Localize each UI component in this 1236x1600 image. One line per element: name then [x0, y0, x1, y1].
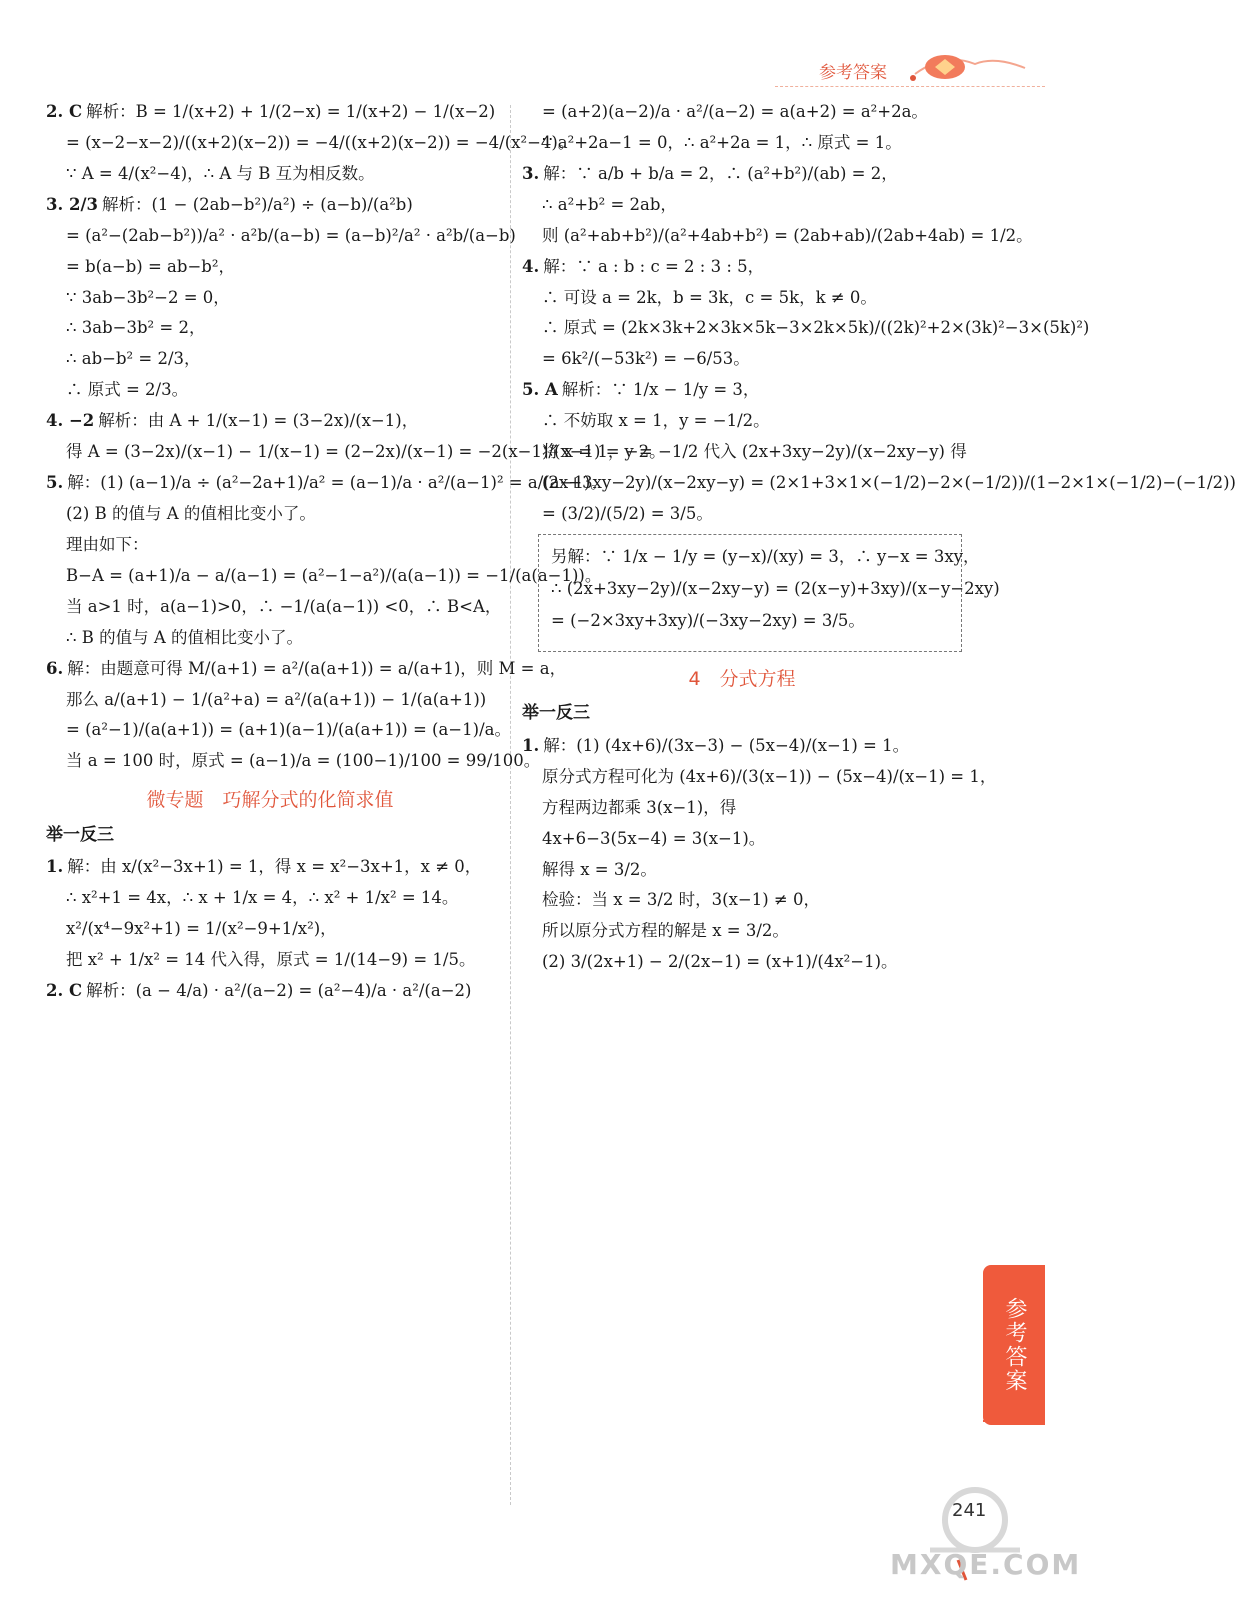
answer-text: 当 a = 100 时，原式 = (a−1)/a = (100−1)/100 = 99/100。	[66, 751, 541, 771]
header-rule	[775, 86, 1045, 87]
page-number: 241	[952, 1500, 987, 1521]
answer-text: 解析：由 A + 1/(x−1) = (3−2x)/(x−1)，	[98, 411, 419, 431]
answer-line	[46, 657, 567, 681]
answer-text: (2) 3/(2x+1) − 2/(2x−1) = (x+1)/(4x²−1)。	[542, 952, 898, 972]
answer-line	[522, 162, 962, 186]
answer-line	[522, 888, 962, 912]
answer-text: 则 (a²+ab+b²)/(a²+4ab+b²) = (2ab+ab)/(2ab+4ab) = 1/2。	[542, 225, 1033, 245]
answer-text: (2) B 的值与 A 的值相比变小了。	[66, 503, 316, 523]
answer-text: 解析：(1 − (2ab−b²)/a²) ÷ (a−b)/(a²b)	[101, 194, 413, 214]
alt-solution-line: = (−2×3xy+3xy)/(−3xy−2xy) = 3/5。	[551, 610, 865, 630]
answer-line	[46, 749, 541, 773]
alt-solution-line: ∴ (2x+3xy−2y)/(x−2xy−y) = (2(x−y)+3xy)/(x−y−2xy)	[551, 578, 1000, 598]
alt-solution-line: 另解：∵ 1/x − 1/y = (y−x)/(xy) = 3，∴ y−x = 3xy，	[551, 546, 980, 566]
question-number: 5. A	[522, 380, 558, 400]
answer-line	[46, 595, 502, 619]
question-number: 3.	[522, 163, 540, 183]
answer-text: 解：(1) (a−1)/a ÷ (a²−2a+1)/a² = (a−1)/a · a²/(a−1)² = a/(a−1)。	[67, 473, 607, 493]
answer-line	[46, 193, 494, 217]
answer-text: 解：由 x/(x²−3x+1) = 1，得 x = x²−3x+1，x ≠ 0，	[67, 857, 482, 877]
answer-line	[46, 378, 494, 402]
answer-text: ∴ 可设 a = 2k，b = 3k，c = 5k，k ≠ 0。	[542, 287, 877, 307]
answer-text: ∴ 3ab−3b² = 2，	[66, 318, 206, 338]
answer-line	[46, 286, 494, 310]
answer-line	[46, 347, 494, 371]
question-number: 6.	[46, 658, 64, 678]
answer-text: 解：∵ a/b + b/a = 2，∴ (a²+b²)/(ab) = 2，	[543, 163, 898, 183]
answer-text: ∵ A = 4/(x²−4)，∴ A 与 B 互为相反数。	[66, 163, 375, 183]
answer-line	[522, 765, 997, 789]
answer-text: 当 a>1 时，a(a−1)>0，∴ −1/(a(a−1)) <0，∴ B<A，	[66, 596, 502, 616]
answer-line	[522, 193, 962, 217]
column-divider	[510, 105, 511, 1505]
answer-text: ∴ x²+1 = 4x，∴ x + 1/x = 4，∴ x² + 1/x² = 14。	[66, 888, 459, 908]
answer-text: 解得 x = 3/2。	[542, 859, 657, 879]
answer-line	[46, 688, 494, 712]
question-number: 2. C	[46, 102, 83, 121]
answer-line	[46, 255, 494, 279]
answer-line	[46, 917, 494, 941]
logo-icon	[905, 50, 1035, 84]
answer-text: = 6k²/(−53k²) = −6/53。	[542, 349, 750, 369]
answer-text: 解：(1) (4x+6)/(3x−3) − (5x−4)/(x−1) = 1。	[543, 735, 910, 755]
answer-text: 理由如下：	[66, 534, 149, 554]
answer-text: 得 A = (3−2x)/(x−1) − 1/(x−1) = (2−2x)/(x−1) = −2(x−1)/(x−1) = −2。	[66, 442, 666, 462]
answer-line	[46, 224, 516, 248]
question-number: 4. −2	[46, 411, 95, 431]
answer-text: ∴ 原式 = 2/3。	[66, 380, 189, 400]
question-number: 1.	[46, 857, 64, 877]
answer-line	[46, 100, 494, 124]
answer-line	[522, 316, 1090, 340]
answer-side-tab[interactable]	[983, 1265, 1045, 1425]
question-number: 2. C	[46, 981, 83, 1001]
answer-text: (2x+3xy−2y)/(x−2xy−y) = (2×1+3×1×(−1/2)−2×(−1/2))/(1−2×1×(−1/2)−(−1/2))	[542, 473, 1236, 493]
answer-text: 检验：当 x = 3/2 时，3(x−1) ≠ 0，	[542, 890, 820, 910]
section-title: 微专题 巧解分式的化简求值	[146, 789, 394, 812]
answer-line	[522, 796, 962, 820]
subsection-heading: 举一反三	[522, 703, 590, 724]
answer-line	[522, 440, 967, 464]
answer-text: = (a²−(2ab−b²))/a² · a²b/(a−b) = (a−b)²/a² · a²b/(a−b)	[66, 225, 516, 245]
answer-text: B−A = (a+1)/a − a/(a−1) = (a²−1−a²)/(a(a−1)) = −1/(a(a−1))。	[66, 565, 602, 585]
right-column	[522, 100, 1236, 981]
answer-line	[46, 162, 494, 186]
answer-text: 将 x = 1，y = −1/2 代入 (2x+3xy−2y)/(x−2xy−y) 得	[542, 442, 967, 462]
answer-line	[46, 471, 607, 495]
answer-text: 解析：B = 1/(x+2) + 1/(2−x) = 1/(x+2) − 1/(x−2)	[86, 102, 496, 121]
answer-line	[46, 131, 575, 155]
answer-text: ∴ 原式 = (2k×3k+2×3k×5k−3×2k×5k)/((2k)²+2×(3k)²−3×(5k)²)	[542, 318, 1090, 338]
answer-text: = (a+2)(a−2)/a · a²/(a−2) = a(a+2) = a²+2a。	[542, 102, 928, 121]
answer-line	[46, 533, 494, 557]
question-number: 1.	[522, 735, 540, 755]
answer-line	[522, 378, 962, 402]
answer-line	[46, 502, 494, 526]
answer-line	[522, 131, 962, 155]
alternative-solution-box	[538, 534, 1000, 652]
answer-line	[522, 950, 962, 974]
answer-line	[46, 855, 494, 879]
answer-line	[46, 886, 494, 910]
answer-text: = (x−2−x−2)/((x+2)(x−2)) = −4/((x+2)(x−2)) = −4/(x²−4)。	[66, 132, 575, 152]
answer-line	[46, 718, 511, 742]
answer-text: 方程两边都乘 3(x−1)，得	[542, 797, 737, 817]
answer-line	[46, 979, 494, 1003]
answer-text: 那么 a/(a+1) − 1/(a²+a) = a²/(a(a+1)) − 1/(a(a+1))	[66, 689, 487, 709]
question-number: 3. 2/3	[46, 194, 98, 214]
answer-text: ∴ a²+b² = 2ab，	[542, 194, 677, 214]
question-number: 4.	[522, 256, 540, 276]
subsection-heading: 举一反三	[46, 824, 114, 845]
answer-text: ∵ 3ab−3b²−2 = 0，	[66, 287, 230, 307]
answer-text: ∵ a²+2a−1 = 0，∴ a²+2a = 1，∴ 原式 = 1。	[542, 132, 902, 152]
answer-line	[522, 502, 962, 526]
answer-line	[522, 734, 962, 758]
answer-line	[522, 255, 962, 279]
question-number: 5.	[46, 473, 64, 493]
answer-line	[522, 224, 1033, 248]
answer-text: 解：由题意可得 M/(a+1) = a²/(a(a+1)) = a/(a+1)，则 M = a，	[67, 658, 567, 678]
answer-text: = b(a−b) = ab−b²，	[66, 256, 235, 276]
answer-line	[522, 100, 962, 124]
answer-line	[46, 440, 666, 464]
answer-text: 把 x² + 1/x² = 14 代入得，原式 = 1/(14−9) = 1/5。	[66, 950, 476, 970]
answer-text: ∴ ab−b² = 2/3，	[66, 349, 201, 369]
answer-line	[522, 858, 962, 882]
answer-line	[46, 626, 494, 650]
answer-text: = (a²−1)/(a(a+1)) = (a+1)(a−1)/(a(a+1)) = (a−1)/a。	[66, 720, 511, 740]
watermark-text: MXQE.COM	[890, 1548, 1082, 1581]
answer-text: 原分式方程可化为 (4x+6)/(3(x−1)) − (5x−4)/(x−1) = 1，	[542, 766, 997, 786]
answer-line	[522, 471, 1236, 495]
answer-text: x²/(x⁴−9x²+1) = 1/(x²−9+1/x²)，	[66, 919, 337, 939]
answer-line	[46, 564, 602, 588]
answer-text: 解：∵ a : b : c = 2 : 3 : 5，	[543, 256, 765, 276]
answer-text: ∴ 不妨取 x = 1，y = −1/2。	[542, 411, 770, 431]
answer-line	[46, 316, 494, 340]
answer-text: 4x+6−3(5x−4) = 3(x−1)。	[542, 828, 766, 848]
answer-line	[522, 286, 962, 310]
answer-line	[522, 919, 962, 943]
side-tab-label: 参考答案	[1002, 1297, 1027, 1393]
answer-line	[522, 409, 962, 433]
answer-text: 解析：∵ 1/x − 1/y = 3，	[561, 380, 760, 400]
answer-text: 所以原分式方程的解是 x = 3/2。	[542, 921, 789, 941]
answer-line	[522, 827, 962, 851]
side-tab-underline	[983, 1420, 1045, 1422]
page-header-title: 参考答案	[819, 63, 887, 83]
section-title: 4 分式方程	[688, 667, 796, 690]
answer-line	[46, 948, 494, 972]
answer-text: ∴ B 的值与 A 的值相比变小了。	[66, 627, 304, 647]
answer-line	[46, 409, 494, 433]
answer-text: = (3/2)/(5/2) = 3/5。	[542, 503, 713, 523]
answer-line	[522, 347, 962, 371]
answer-text: 解析：(a − 4/a) · a²/(a−2) = (a²−4)/a · a²/(a−2)	[86, 981, 472, 1001]
